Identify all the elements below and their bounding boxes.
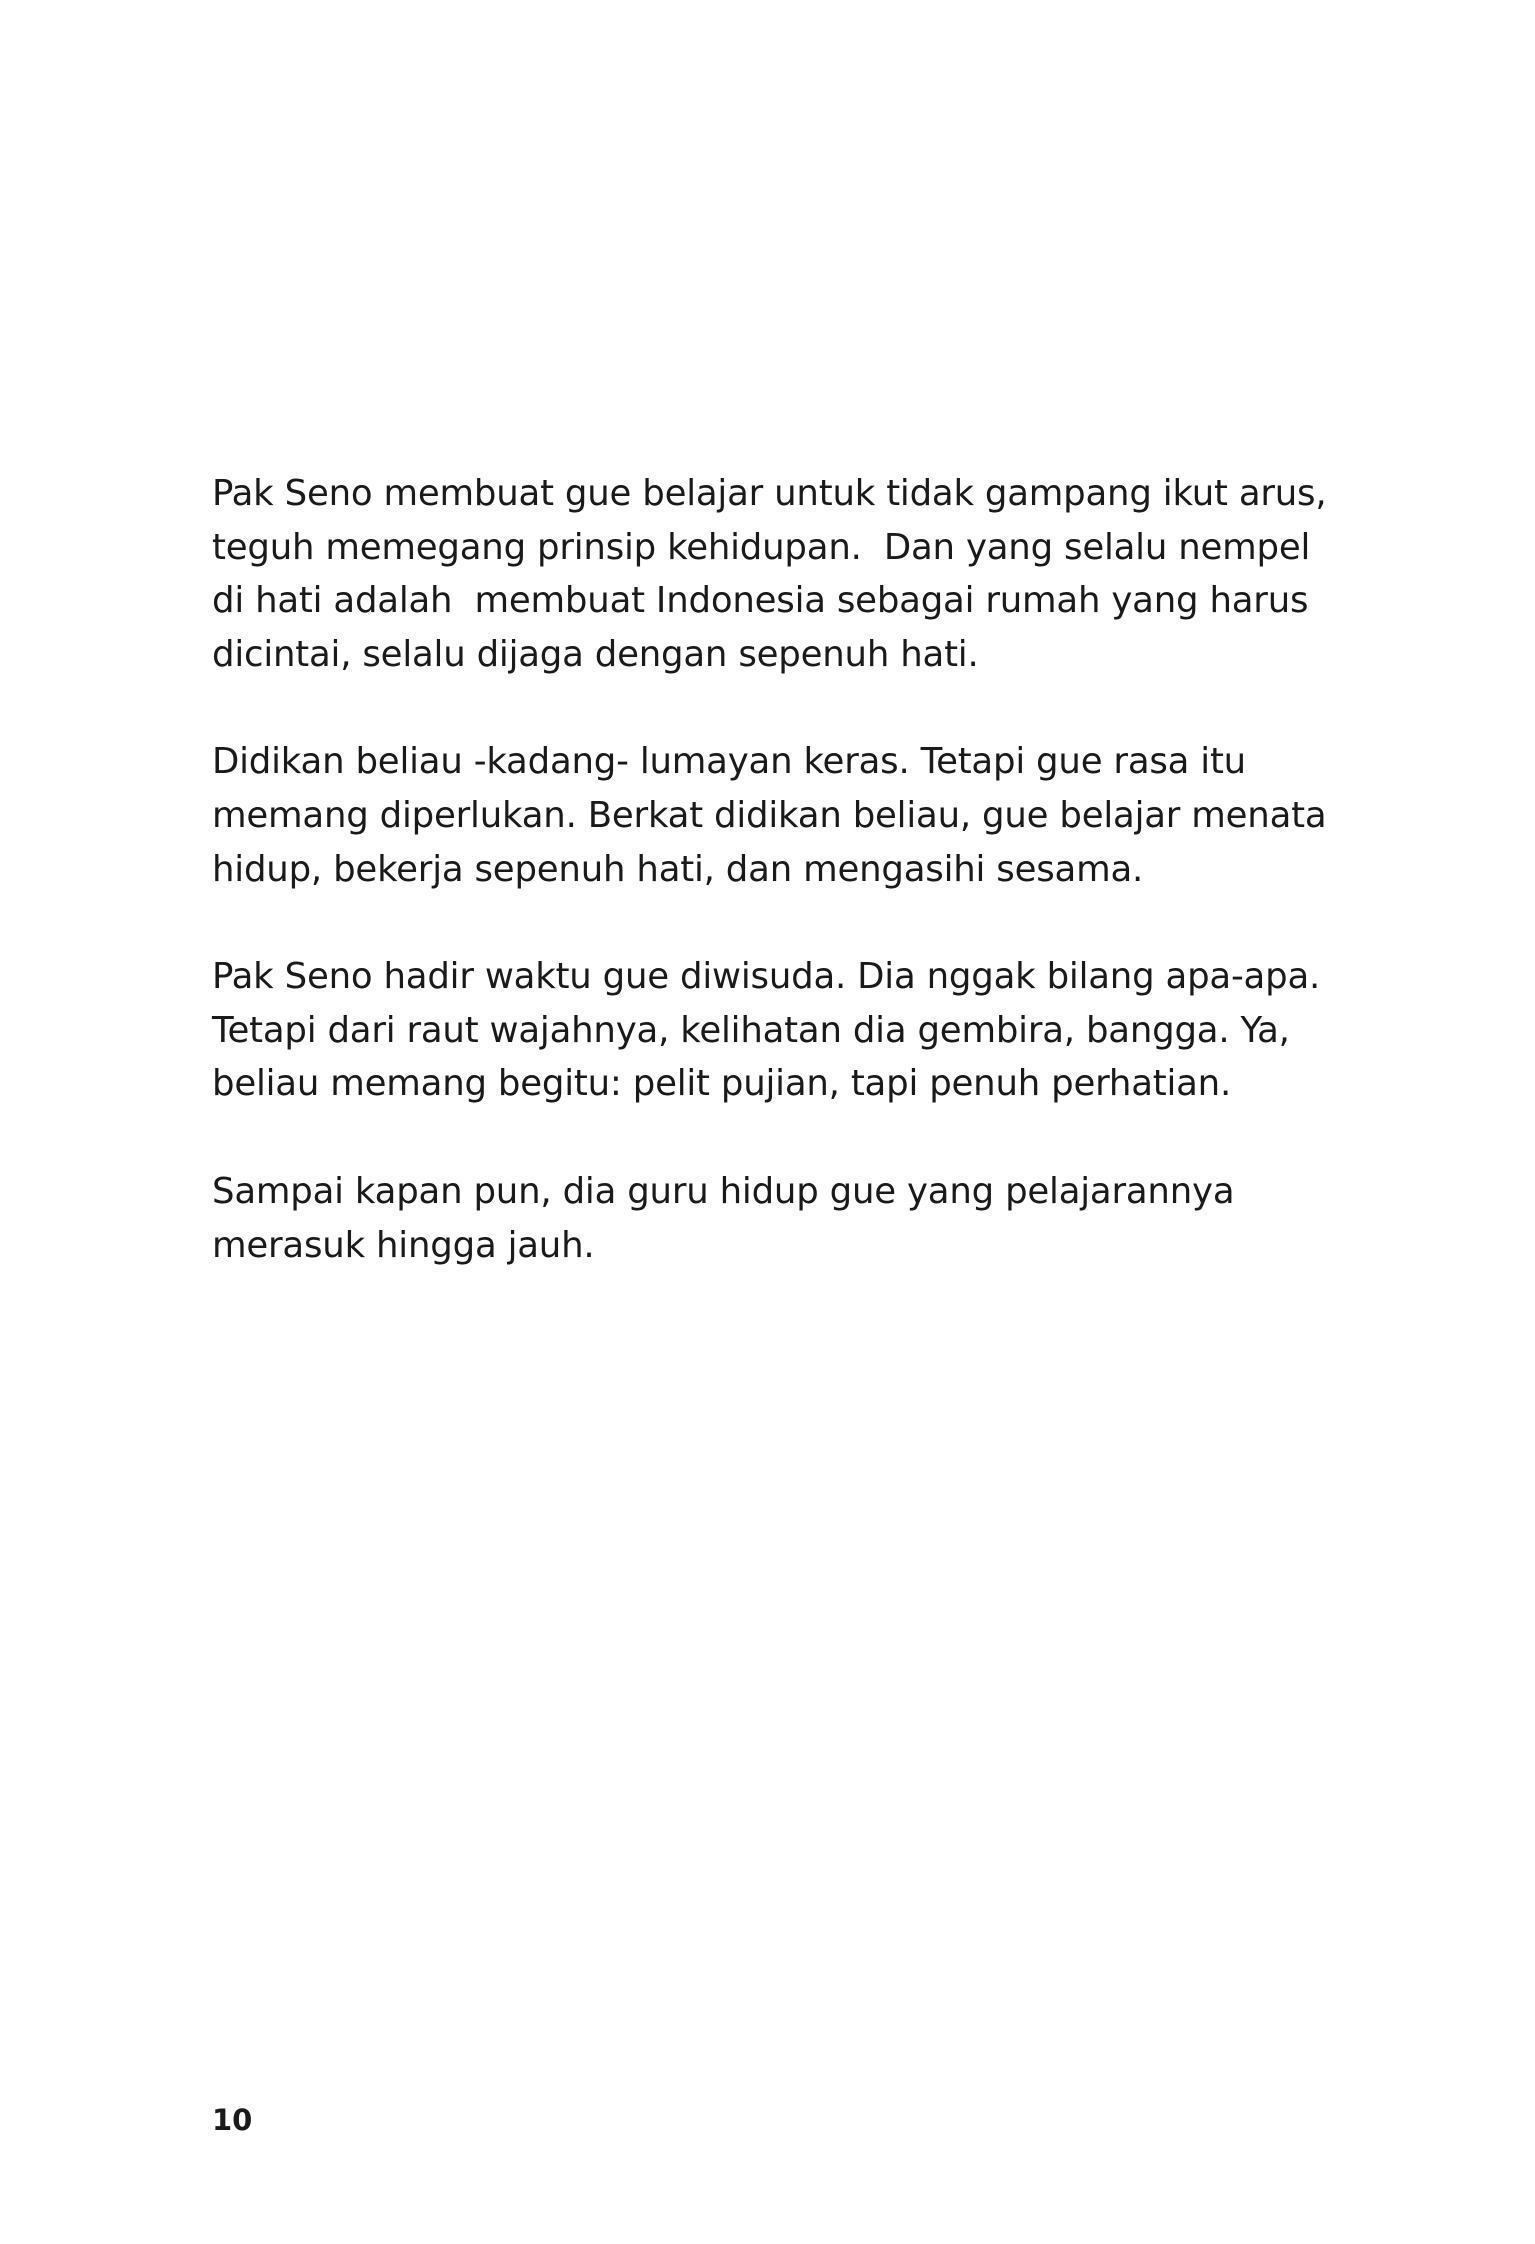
text-line: Didikan beliau -kadang- lumayan keras. Tetapi gue rasa itu: [212, 741, 1246, 783]
text-line: Pak Seno membuat gue belajar untuk tidak gampang ikut arus,: [212, 473, 1327, 514]
paragraph-1: [212, 467, 1342, 681]
paragraph-4: [212, 1165, 1342, 1272]
text-line: merasuk hingga jauh.: [212, 1224, 595, 1266]
text-line: Tetapi dari raut wajahnya, kelihatan dia gembira, bangga. Ya,: [212, 1009, 1290, 1051]
text-line: Sampai kapan pun, dia guru hidup gue yang pelajarannya: [212, 1170, 1235, 1212]
text-line: Pak Seno hadir waktu gue diwisuda. Dia nggak bilang apa-apa.: [212, 956, 1321, 998]
paragraph-3: [212, 950, 1342, 1111]
page-number: 10: [212, 2103, 253, 2137]
paragraph-2: [212, 735, 1342, 896]
text-line: memang diperlukan. Berkat didikan beliau, gue belajar menata: [212, 794, 1327, 836]
text-line: hidup, bekerja sepenuh hati, dan mengasihi sesama.: [212, 848, 1144, 890]
text-line: dicintai, selalu dijaga dengan sepenuh hati.: [212, 633, 979, 675]
text-line: teguh memegang prinsip kehidupan. Dan yang selalu nempel: [212, 526, 1311, 568]
text-line: di hati adalah membuat Indonesia sebagai rumah yang harus: [212, 580, 1309, 622]
text-line: beliau memang begitu: pelit pujian, tapi penuh perhatian.: [212, 1063, 1232, 1105]
body-text: [212, 467, 1342, 1326]
